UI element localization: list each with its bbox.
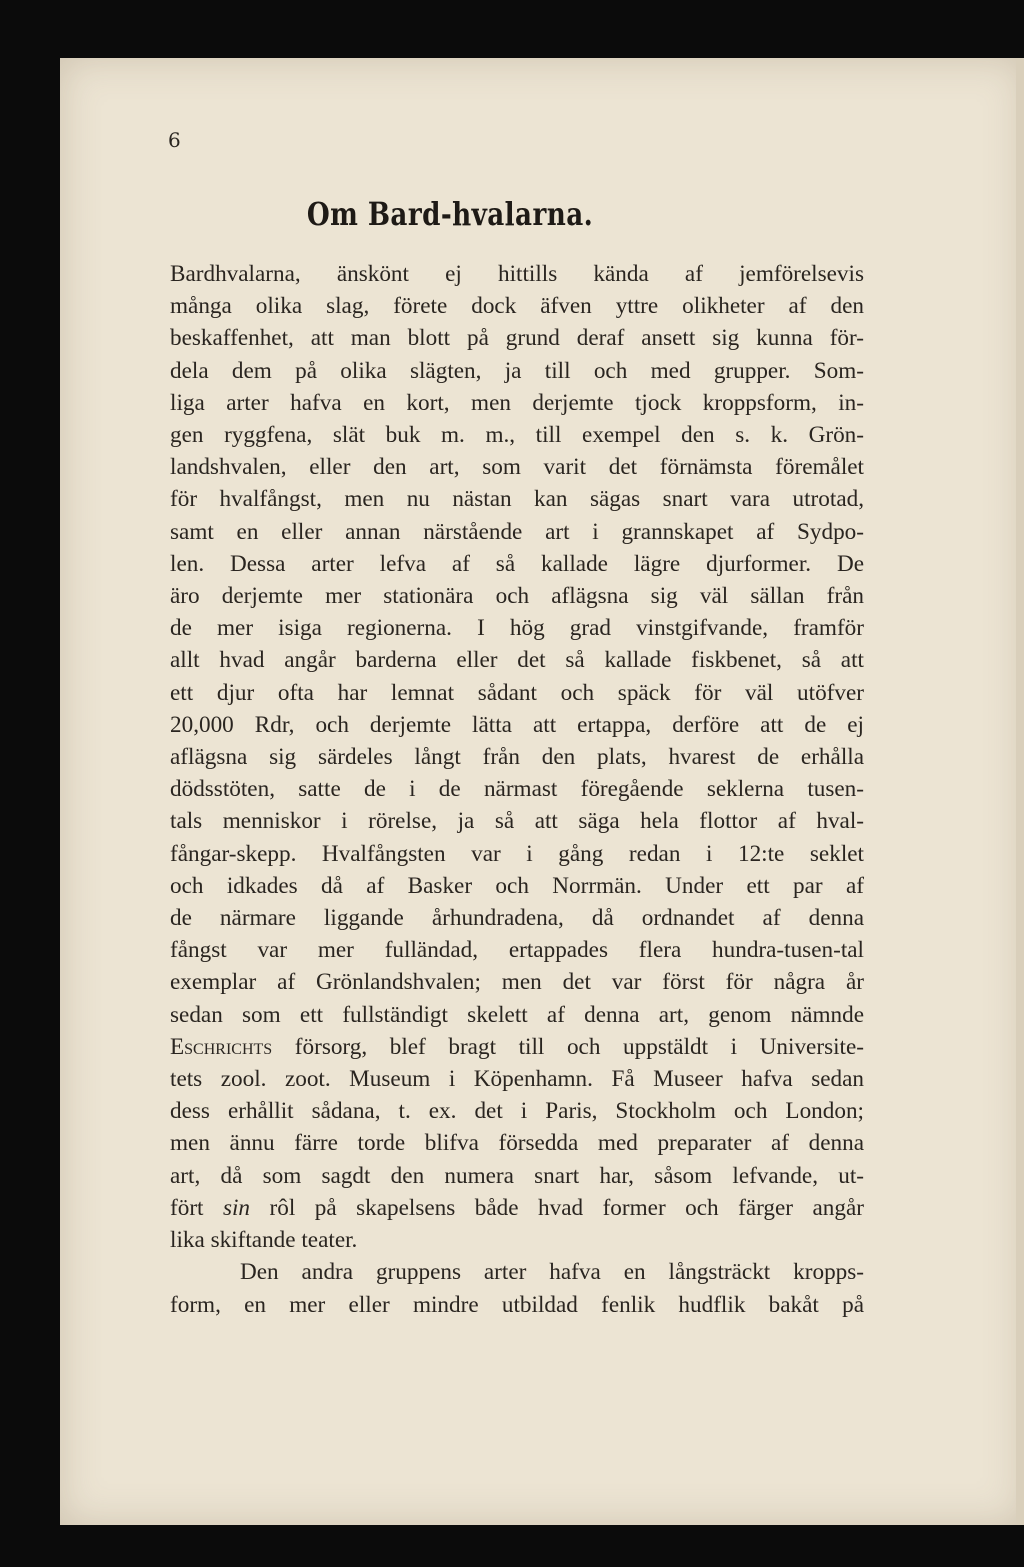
text-line: de närmare liggande århundradena, då ordnandet af denna [170,905,864,932]
text-line: tals menniskor i rörelse, ja så att säga hela flottor af hval- [170,808,864,835]
text-line: exemplar af Grönlandshvalen; men det var först för några år [170,969,864,996]
text-line: Den andra gruppens arter hafva en långsträckt kropps- [240,1259,864,1286]
text-line: allt hvad angår barderna eller det så kallade fiskbenet, så att [170,647,864,674]
text-line [170,1031,864,1063]
text-line: lika skiftande teater. [170,1227,358,1254]
text-line: dela dem på olika slägten, ja till och med grupper. Som- [170,357,864,384]
text-line: liga arter hafva en kort, men derjemte tjock kroppsform, in- [170,389,864,416]
text-line: många olika slag, förete dock äfven yttre olikheter af den [170,293,864,320]
text-line: ett djur ofta har lemnat sådant och späck för väl utöfver [170,679,864,706]
text-line: gen ryggfena, slät buk m. m., till exempel den s. k. Grön- [170,422,864,449]
text-line: len. Dessa arter lefva af så kallade lägre djurformer. De [170,550,864,577]
text-line [170,1192,864,1224]
text-line: tets zool. zoot. Museum i Köpenhamn. Få Museer hafva sedan [170,1066,864,1093]
text-line: beskaffenhet, att man blott på grund deraf ansett sig kunna för- [170,325,864,352]
text-line: dess erhållit sådana, t. ex. det i Paris, Stockholm och London; [170,1098,864,1125]
text-line: för hvalfångst, men nu nästan kan sägas snart vara utrotad, [170,486,864,513]
text-line: art, då som sagdt den numera snart har, såsom lefvande, ut- [170,1162,864,1189]
text-line: 20,000 Rdr, och derjemte lätta att ertappa, derföre att de ej [170,711,864,738]
text-line: form, en mer eller mindre utbildad fenlik hudflik bakåt på [170,1291,864,1318]
text-line: äro derjemte mer stationära och aflägsna sig väl sällan från [170,583,864,610]
text-line: Bardhvalarna, änskönt ej hittills kända af jemförelsevis [170,261,864,287]
text-fragment: fört [170,1194,223,1221]
chapter-title: Om Bard-hvalarna. [306,195,594,233]
text-fragment: rôl på skapelsens både hvad former och färger angår [250,1194,864,1221]
text-line: aflägsna sig särdeles långt från den plats, hvarest de erhålla [170,744,864,771]
text-line: samt en eller annan närstående art i grannskapet af Sydpo- [170,518,864,545]
body-text [170,258,864,1321]
text-line: fångst var mer fulländad, ertappades flera hundra-tusen-tal [170,937,864,964]
text-line: fångar-skepp. Hvalfångsten var i gång redan i 12:te seklet [170,840,864,867]
text-line: och idkades då af Basker och Norrmän. Under ett par af [170,872,864,899]
text-line: dödsstöten, satte de i de närmast föregående seklerna tusen- [170,776,864,803]
page-number: 6 [168,128,181,152]
text-line: landshvalen, eller den art, som varit det förnämsta föremålet [170,454,864,481]
page-edge [1016,58,1024,1525]
text-line: de mer isiga regionerna. I hög grad vinstgifvande, framför [170,615,864,642]
text-line: men ännu färre torde blifva försedda med preparater af denna [170,1130,864,1157]
text-fragment: försorg, blef bragt till och uppstäldt i Universite- [272,1033,864,1060]
text-line: sedan som ett fullständigt skelett af denna art, genom nämnde [170,1001,864,1028]
author-name: Eschrichts [170,1033,273,1060]
italic-word: sin [222,1194,251,1221]
